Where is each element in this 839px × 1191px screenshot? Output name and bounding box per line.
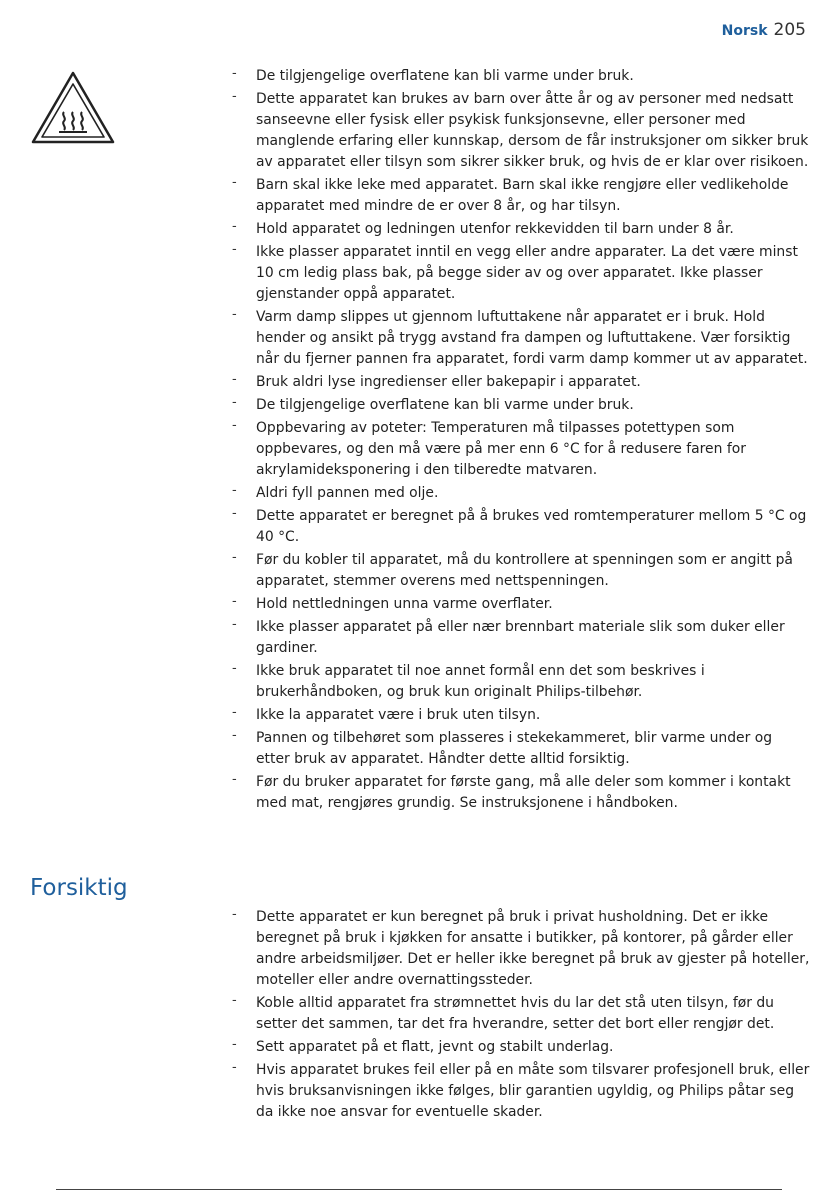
list-item	[232, 242, 810, 305]
list-item-text: De tilgjengelige overflatene kan bli varme under bruk.	[256, 397, 634, 413]
list-item	[232, 594, 810, 615]
list-item	[232, 772, 810, 814]
bullet-dash: -	[232, 372, 237, 387]
list-item-text: Barn skal ikke leke med apparatet. Barn skal ikke rengjøre eller vedlikeholde apparatet med mindre de er over 8 år, og har tilsyn.	[256, 177, 789, 214]
list-item	[232, 307, 810, 370]
list-item	[232, 483, 810, 504]
list-item-text: De tilgjengelige overflatene kan bli varme under bruk.	[256, 68, 634, 84]
list-item-text: Bruk aldri lyse ingredienser eller bakepapir i apparatet.	[256, 374, 641, 390]
bullet-dash: -	[232, 594, 237, 609]
list-item	[232, 1037, 810, 1058]
list-item-text: Hold apparatet og ledningen utenfor rekkevidden til barn under 8 år.	[256, 221, 734, 237]
list-item-text: Pannen og tilbehøret som plasseres i stekekammeret, blir varme under og etter bruk av apparatet. Håndter dette alltid forsiktig.	[256, 730, 773, 767]
bullet-dash: -	[232, 617, 237, 632]
list-item-text: Koble alltid apparatet fra strømnettet hvis du lar det stå uten tilsyn, før du setter det sammen, tar det fra hverandre, setter det bort eller rengjør det.	[256, 995, 775, 1032]
list-item-text: Sett apparatet på et flatt, jevnt og stabilt underlag.	[256, 1039, 614, 1055]
list-item	[232, 175, 810, 217]
bullet-dash: -	[232, 993, 237, 1008]
bullet-dash: -	[232, 506, 237, 521]
language-label: Norsk	[721, 23, 768, 39]
list-item	[232, 506, 810, 548]
bullet-dash: -	[232, 1037, 237, 1052]
bullet-dash: -	[232, 242, 237, 257]
hot-surface-warning-icon	[30, 70, 116, 146]
bullet-dash: -	[232, 550, 237, 565]
bullet-dash: -	[232, 175, 237, 190]
bullet-dash: -	[232, 89, 237, 104]
list-item-text: Hold nettledningen unna varme overflater.	[256, 596, 553, 612]
list-item	[232, 705, 810, 726]
list-item	[232, 395, 810, 416]
caution-heading: Forsiktig	[30, 875, 128, 901]
list-item	[232, 89, 810, 173]
list-item	[232, 372, 810, 393]
caution-list	[232, 907, 810, 1125]
list-item-text: Ikke plasser apparatet inntil en vegg eller andre apparater. La det være minst 10 cm ledig plass bak, på begge sider av og over apparatet. Ikke plasser gjenstander oppå apparatet.	[256, 244, 798, 302]
list-item-text: Dette apparatet kan brukes av barn over åtte år og av personer med nedsatt sanseevne eller fysisk eller psykisk funksjonsevne, eller personer med manglende erfaring eller kunnskap, dersom de får instruksjoner om sikker bruk av apparatet eller tilsyn som sikrer sikker bruk, og hvis de er klar over risikoen.	[256, 91, 809, 170]
list-item-text: Før du bruker apparatet for første gang, må alle deler som kommer i kontakt med mat, rengjøres grundig. Se instruksjonene i håndboken.	[256, 774, 791, 811]
list-item	[232, 993, 810, 1035]
list-item	[232, 219, 810, 240]
footer-rule	[56, 1189, 782, 1190]
list-item	[232, 661, 810, 703]
warnings-list	[232, 66, 810, 816]
list-item	[232, 617, 810, 659]
list-item-text: Aldri fyll pannen med olje.	[256, 485, 439, 501]
bullet-dash: -	[232, 907, 237, 922]
page-header	[722, 20, 806, 40]
list-item-text: Ikke la apparatet være i bruk uten tilsyn.	[256, 707, 541, 723]
bullet-dash: -	[232, 705, 237, 720]
bullet-dash: -	[232, 395, 237, 410]
bullet-dash: -	[232, 728, 237, 743]
list-item-text: Oppbevaring av poteter: Temperaturen må tilpasses potettypen som oppbevares, og den må være på mer enn 6 °C for å redusere faren for akrylamideksponering i den tilberedte matvaren.	[256, 420, 746, 478]
list-item-text: Varm damp slippes ut gjennom luftuttakene når apparatet er i bruk. Hold hender og ansikt på trygg avstand fra dampen og luftuttakene. Vær forsiktig når du fjerner pannen fra apparatet, fordi varm damp kommer ut av apparatet.	[256, 309, 808, 367]
list-item-text: Dette apparatet er beregnet på å brukes ved romtemperaturer mellom 5 °C og 40 °C.	[256, 508, 807, 545]
list-item-text: Ikke plasser apparatet på eller nær brennbart materiale slik som duker eller gardiner.	[256, 619, 785, 656]
list-item-text: Ikke bruk apparatet til noe annet formål enn det som beskrives i brukerhåndboken, og bruk kun originalt Philips-tilbehør.	[256, 663, 705, 700]
list-item	[232, 907, 810, 991]
list-item	[232, 728, 810, 770]
bullet-dash: -	[232, 483, 237, 498]
list-item	[232, 66, 810, 87]
list-item	[232, 418, 810, 481]
list-item-text: Før du kobler til apparatet, må du kontrollere at spenningen som er angitt på apparatet, stemmer overens med nettspenningen.	[256, 552, 793, 589]
bullet-dash: -	[232, 418, 237, 433]
bullet-dash: -	[232, 661, 237, 676]
list-item	[232, 1060, 810, 1123]
bullet-dash: -	[232, 219, 237, 234]
list-item	[232, 550, 810, 592]
list-item-text: Dette apparatet er kun beregnet på bruk i privat husholdning. Det er ikke beregnet på bruk i kjøkken for ansatte i butikker, på kontorer, på gårder eller andre arbeidsmiljøer. Det er heller ikke beregnet på bruk av gjester på hoteller, moteller eller andre overnattingssteder.	[256, 909, 810, 988]
page-number: 205	[773, 20, 806, 40]
bullet-dash: -	[232, 66, 237, 81]
bullet-dash: -	[232, 772, 237, 787]
list-item-text: Hvis apparatet brukes feil eller på en måte som tilsvarer profesjonell bruk, eller hvis bruksanvisningen ikke følges, blir garantien ugyldig, og Philips påtar seg da ikke noe ansvar for eventuelle skader.	[256, 1062, 810, 1120]
bullet-dash: -	[232, 1060, 237, 1075]
bullet-dash: -	[232, 307, 237, 322]
